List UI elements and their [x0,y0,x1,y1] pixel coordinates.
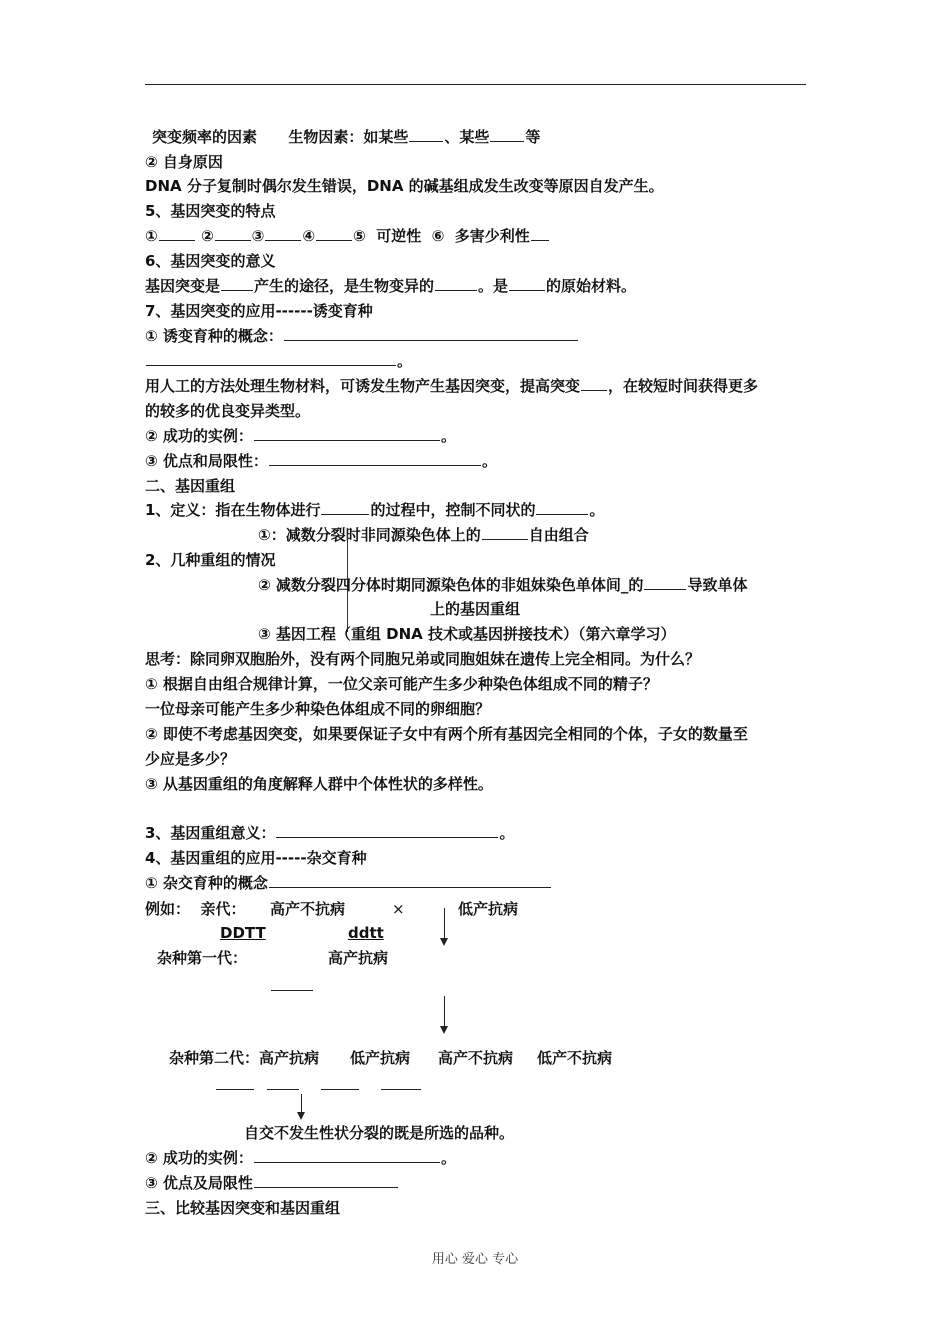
think-question: 思考：除同卵双胞胎外，没有两个同胞兄弟或同胞姐妹在遗传上完全相同。为什么？ [145,650,701,668]
cross-pros-cons [145,1172,399,1194]
text: 。 [481,452,497,470]
text: ③ 优点和局限性： [145,452,268,470]
blank [146,350,396,366]
down-arrow-icon [444,996,445,1032]
text: ③ [251,227,265,245]
text: 基因突变是 [145,277,221,295]
f2-blank-2 [267,1074,299,1090]
selection-note: 自交不发生性状分裂的既是所选的品种。 [244,1124,515,1142]
f1-genotype-blank [271,975,313,991]
self-cause-line: ② 自身原因 [145,153,223,171]
f2-label-1: 杂种第二代：高产抗病 [169,1049,320,1067]
blank [435,275,477,291]
blank [269,872,551,888]
text: ② 成功的实例： [145,427,253,445]
blank [321,499,369,515]
section-5-heading: 5、基因突变的特点 [145,202,276,220]
blank [644,574,686,590]
blank [284,325,578,341]
blank [409,126,443,142]
blank [265,225,301,241]
blank [254,1172,398,1188]
blank [509,275,545,291]
text: 的过程中，控制不同状的 [370,501,536,519]
down-arrow-icon [444,908,445,944]
text: 。 [440,427,456,445]
section-3-heading: 三、比较基因突变和基因重组 [145,1199,341,1217]
features-line [145,225,550,247]
text: ② 减数分裂四分体时期同源染色体的非姐妹染色单体间_的 [258,576,644,594]
text: 。是 [478,277,509,295]
down-arrow-icon [301,1094,302,1118]
cross-symbol: × [392,900,405,918]
text: 的原始材料。 [546,277,637,295]
text: ② [200,227,214,245]
text: ① 杂交育种的概念 [145,874,268,892]
question-1: ① 根据自由组合规律计算，一位父亲可能产生多少种染色体组成不同的精子？ [145,675,658,693]
blank [215,225,251,241]
genotype-2: ddtt [348,924,384,942]
blank [254,1147,440,1163]
parent-1-trait: 高产不抗病 [270,900,346,918]
blank [581,375,607,391]
mutation-breeding-concept [145,325,579,347]
blank [531,225,549,241]
mutation-frequency-line [152,126,540,148]
blank [276,822,498,838]
question-2b: 少应是多少？ [145,750,236,768]
text: 。 [589,501,605,519]
recomb-significance-line [145,822,514,844]
parent-2-trait: 低产抗病 [458,900,519,918]
f1-trait: 高产抗病 [328,949,389,967]
pros-cons-line [145,450,497,472]
recomb-case-1 [258,524,589,546]
artificial-method-line [145,375,758,397]
text: ① 诱变育种的概念： [145,327,283,345]
page-footer: 用心 爱心 专心 [431,1252,519,1267]
section-4-heading: 4、基因重组的应用-----杂交育种 [145,849,367,867]
recomb-case-3: ③ 基因工程（重组 DNA 技术或基因拼接技术）（第六章学习） [258,625,676,643]
text: 1、定义：指在生物体进行 [145,501,321,519]
blank [536,499,588,515]
f2-blank-3 [321,1074,359,1090]
significance-line [145,275,636,297]
artificial-method-line-2: 的较多的优良变异类型。 [145,402,311,420]
blank [316,225,352,241]
genotype-1: DDTT [220,924,266,942]
f2-blank-1 [216,1074,254,1090]
blank [269,450,481,466]
success-example-line [145,425,456,447]
blank [482,524,528,540]
recomb-case-2 [258,574,747,596]
f2-trait-4: 低产不抗病 [537,1049,613,1067]
blank [159,225,195,241]
f2-trait-3: 高产不抗病 [438,1049,514,1067]
text: 。 [440,1149,456,1167]
cross-success-example [145,1147,456,1169]
text: ① [145,227,158,245]
text-b: 生物因素：如某些 [288,128,409,146]
f2-trait-2: 低产抗病 [350,1049,411,1067]
section-7-heading: 7、基因突变的应用------诱变育种 [145,302,373,320]
text: ①：减数分裂时非同源染色体上的 [258,526,481,544]
section-6-heading: 6、基因突变的意义 [145,252,276,270]
blank [221,275,253,291]
text: ⑤ 可逆性 ⑥ 多害少利性 [353,227,530,245]
text: 产生的途径，是生物变异的 [254,277,435,295]
definition-line [145,499,604,521]
text: 。 [397,352,413,370]
text: ，在较短时间获得更多 [608,377,759,395]
f2-blank-4 [381,1074,421,1090]
question-3: ③ 从基因重组的角度解释人群中个体性状的多样性。 [145,775,493,793]
text: 导致单体 [687,576,748,594]
text: 3、基因重组意义： [145,824,276,842]
parents-label: 例如： 亲代： [145,900,246,918]
f1-label: 杂种第一代： [157,949,248,967]
text: ③ 优点及局限性 [145,1174,253,1192]
text: ④ [302,227,316,245]
text: ② 成功的实例： [145,1149,253,1167]
text-c: 、某些 [444,128,490,146]
text: 用人工的方法处理生物材料，可诱发生物产生基因突变，提高突变 [145,377,581,395]
blank [490,126,524,142]
blank [254,425,440,441]
recomb-case-2-cont: 上的基因重组 [430,600,521,618]
text: 自由组合 [528,526,589,544]
text: 。 [499,824,515,842]
cross-breeding-concept [145,872,552,894]
recomb-cases-heading: 2、几种重组的情况 [145,551,276,569]
text-a: 突变频率的因素 [152,128,258,146]
dna-error-line: DNA 分子复制时偶尔发生错误，DNA 的碱基组成发生改变等原因自发产生。 [145,177,664,195]
header-rule [145,84,806,85]
question-1b: 一位母亲可能产生多少种染色体组成不同的卵细胞？ [145,700,491,718]
text-d: 等 [525,128,541,146]
concept-continuation [145,350,412,372]
question-2: ② 即使不考虑基因突变，如果要保证子女中有两个所有基因完全相同的个体，子女的数量至 [145,725,748,743]
section-2-heading: 二、基因重组 [145,477,236,495]
